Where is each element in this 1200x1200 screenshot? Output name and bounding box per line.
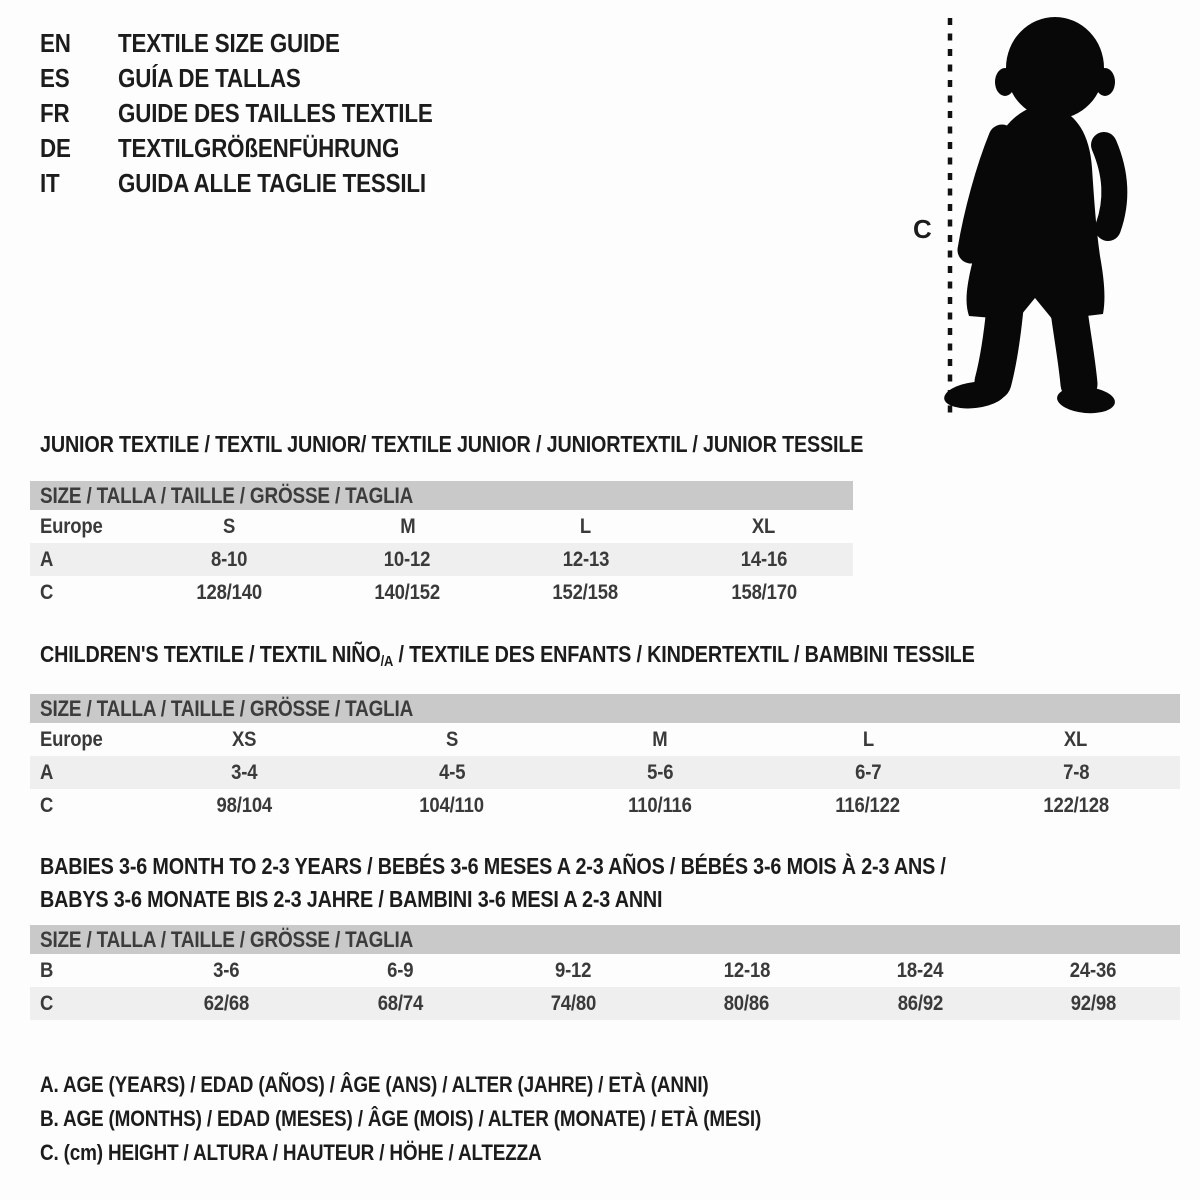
junior-region-label: Europe bbox=[40, 514, 103, 538]
table-cell: 68/74 bbox=[377, 991, 423, 1015]
table-cell: 5-6 bbox=[646, 760, 674, 784]
junior-col-m: M bbox=[399, 514, 415, 538]
table-cell: 62/68 bbox=[203, 991, 250, 1015]
babies-title-line2: BABYS 3-6 MONATE BIS 2-3 JAHRE / BAMBINI 3-6 MESI A 2-3 ANNI bbox=[40, 886, 663, 912]
table-cell: 98/104 bbox=[216, 793, 272, 817]
junior-size-header-bar: SIZE / TALLA / TAILLE / GRÖSSE / TAGLIA bbox=[30, 481, 853, 510]
junior-col-l: L bbox=[580, 514, 592, 538]
junior-textile-section bbox=[30, 431, 864, 609]
legend-line-age-months: B. AGE (MONTHS) / EDAD (MESES) / ÂGE (MOIS) / ALTER (MONATE) / ETÀ (MESI) bbox=[40, 1106, 762, 1131]
lang-label-it: GUIDA ALLE TAGLIE TESSILI bbox=[118, 168, 426, 198]
lang-code-de: DE bbox=[40, 133, 71, 163]
junior-section-title: JUNIOR TEXTILE / TEXTIL JUNIOR/ TEXTILE JUNIOR / JUNIORTEXTIL / JUNIOR TESSILE bbox=[40, 431, 864, 457]
table-cell: 10-12 bbox=[384, 547, 431, 571]
babies-row-months bbox=[30, 954, 1180, 987]
toddler-silhouette-icon bbox=[905, 8, 1150, 423]
row-label-b: B bbox=[40, 958, 54, 982]
table-cell: 14-16 bbox=[740, 547, 788, 571]
children-section-title: CHILDREN'S TEXTILE / TEXTIL NIÑO/A / TEXTILE DES ENFANTS / KINDERTEXTIL / BAMBINI TESSILE bbox=[40, 641, 975, 670]
lang-code-es: ES bbox=[40, 63, 70, 93]
table-cell: 122/128 bbox=[1043, 793, 1109, 817]
lang-label-en: TEXTILE SIZE GUIDE bbox=[118, 28, 340, 58]
lang-code-en: EN bbox=[40, 28, 71, 58]
table-cell: 128/140 bbox=[196, 580, 262, 604]
table-cell: 6-9 bbox=[386, 958, 414, 982]
lang-row-de bbox=[40, 131, 484, 166]
babies-size-header-bar: SIZE / TALLA / TAILLE / GRÖSSE / TAGLIA bbox=[30, 925, 1180, 954]
table-cell: 104/110 bbox=[419, 793, 485, 817]
lang-code-it: IT bbox=[40, 168, 60, 198]
children-col-s: S bbox=[445, 727, 459, 751]
height-figure bbox=[905, 8, 1150, 423]
junior-columns-row bbox=[30, 510, 853, 543]
children-size-header-bar: SIZE / TALLA / TAILLE / GRÖSSE / TAGLIA bbox=[30, 694, 1180, 723]
table-cell: 80/86 bbox=[723, 991, 770, 1015]
row-label-a: A bbox=[40, 547, 54, 571]
babies-row-height bbox=[30, 987, 1180, 1020]
children-col-m: M bbox=[652, 727, 668, 751]
junior-col-xl: XL bbox=[752, 514, 776, 538]
lang-code-fr: FR bbox=[40, 98, 70, 128]
children-col-xs: XS bbox=[231, 727, 257, 751]
table-cell: 8-10 bbox=[210, 547, 248, 571]
lang-row-it bbox=[40, 166, 484, 201]
babies-textile-section bbox=[30, 850, 1180, 1020]
table-cell: 9-12 bbox=[555, 958, 592, 982]
lang-label-fr: GUIDE DES TAILLES TEXTILE bbox=[118, 98, 433, 128]
table-cell: 12-13 bbox=[562, 547, 609, 571]
junior-row-height bbox=[30, 576, 853, 609]
lang-row-fr bbox=[40, 96, 484, 131]
children-region-label: Europe bbox=[40, 727, 103, 751]
table-cell: 7-8 bbox=[1062, 760, 1090, 784]
table-cell: 140/152 bbox=[374, 580, 441, 604]
table-cell: 116/122 bbox=[835, 793, 901, 817]
children-col-xl: XL bbox=[1064, 727, 1088, 751]
children-col-l: L bbox=[862, 727, 874, 751]
table-cell: 152/158 bbox=[552, 580, 619, 604]
table-cell: 3-4 bbox=[230, 760, 258, 784]
table-cell: 6-7 bbox=[854, 760, 882, 784]
table-cell: 74/80 bbox=[550, 991, 597, 1015]
lang-row-es bbox=[40, 61, 484, 96]
children-textile-section bbox=[30, 642, 1180, 822]
junior-row-age bbox=[30, 543, 853, 576]
row-label-c: C bbox=[40, 991, 54, 1015]
row-label-a: A bbox=[40, 760, 54, 784]
lang-label-es: GUÍA DE TALLAS bbox=[118, 63, 301, 93]
table-cell: 4-5 bbox=[438, 760, 466, 784]
lang-label-de: TEXTILGRÖßENFÜHRUNG bbox=[118, 133, 400, 163]
toddler-silhouette bbox=[943, 17, 1116, 415]
children-row-age bbox=[30, 756, 1180, 789]
table-cell: 158/170 bbox=[731, 580, 797, 604]
legend-line-height-cm: C. (cm) HEIGHT / ALTURA / HAUTEUR / HÖHE / ALTEZZA bbox=[40, 1140, 542, 1165]
babies-title-line1: BABIES 3-6 MONTH TO 2-3 YEARS / BEBÉS 3-6 MESES A 2-3 AÑOS / BÉBÉS 3-6 MOIS À 2-3 ANS / bbox=[40, 853, 946, 879]
children-columns-row bbox=[30, 723, 1180, 756]
table-cell: 110/116 bbox=[628, 793, 692, 817]
nino-a-subscript: /A bbox=[380, 653, 394, 670]
children-row-height bbox=[30, 789, 1180, 822]
legend-line-age-years: A. AGE (YEARS) / EDAD (AÑOS) / ÂGE (ANS) / ALTER (JAHRE) / ETÀ (ANNI) bbox=[40, 1072, 709, 1097]
row-label-c: C bbox=[40, 580, 54, 604]
legend bbox=[40, 1068, 878, 1170]
table-cell: 92/98 bbox=[1070, 991, 1117, 1015]
table-cell: 86/92 bbox=[897, 991, 943, 1015]
table-cell: 12-18 bbox=[723, 958, 770, 982]
language-header bbox=[40, 26, 484, 201]
babies-section-title bbox=[30, 850, 1180, 916]
table-cell: 18-24 bbox=[896, 958, 944, 982]
row-label-c: C bbox=[40, 793, 54, 817]
table-cell: 3-6 bbox=[213, 958, 240, 982]
height-measure-label: C bbox=[913, 214, 932, 244]
lang-row-en bbox=[40, 26, 484, 61]
table-cell: 24-36 bbox=[1070, 958, 1117, 982]
junior-col-s: S bbox=[223, 514, 236, 538]
